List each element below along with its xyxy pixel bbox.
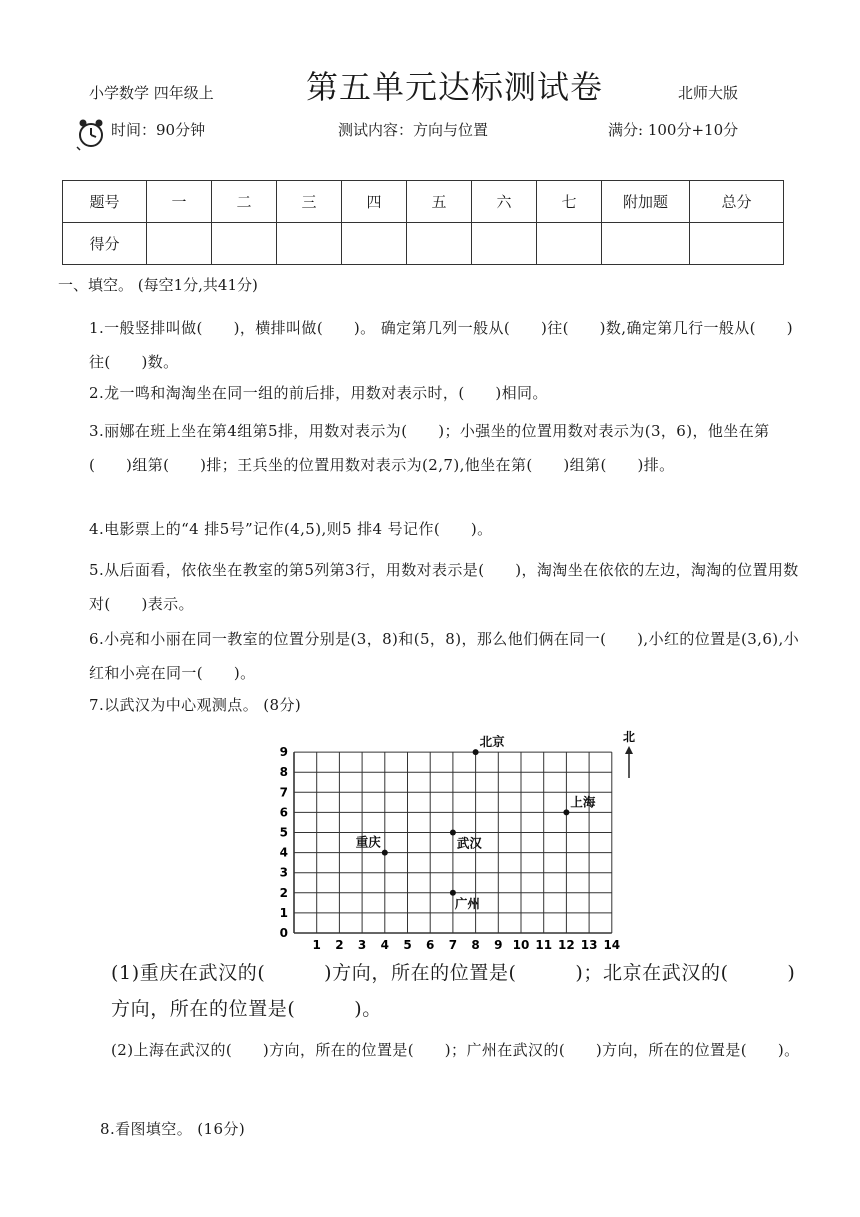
score-cell[interactable] [277,223,342,265]
y-tick-label: 8 [279,765,288,780]
score-cell: 五 [407,181,472,223]
y-tick-label: 5 [279,825,288,840]
x-tick-label: 8 [471,938,480,952]
x-tick-label: 4 [380,938,389,952]
score-cell[interactable] [407,223,472,265]
score-table-header-row [63,181,784,223]
x-tick-label: 3 [357,938,367,952]
score-cell: 一 [147,181,212,223]
city-label: 上海 [570,794,596,810]
question-7-1: (1)重庆在武汉的( )方向，所在的位置是( )；北京在武汉的( )方向，所在的位置是( )。 [111,962,796,1020]
edition-label: 北师大版 [678,84,739,102]
score-cell: 总分 [690,181,784,223]
question-2: 2.龙一鸣和淘淘坐在同一组的前后排，用数对表示时，( )相同。 [89,384,548,402]
question-6: 6.小亮和小丽在同一教室的位置分别是(3，8)和(5，8)，那么他们俩在同一( ),小红的位置是(3,6),小红和小亮在同一( )。 [89,630,800,682]
x-tick-label: 6 [426,938,435,952]
y-tick-label: 4 [279,845,288,860]
city-point [450,830,456,836]
x-tick-label: 13 [580,938,598,952]
x-tick-label: 5 [403,938,412,952]
city-point [563,809,569,815]
x-tick-label: 11 [535,938,553,952]
score-cell: 附加题 [602,181,690,223]
x-tick-label: 1 [312,938,321,952]
score-cell: 题号 [63,181,147,223]
city-label: 广州 [454,895,480,911]
score-cell[interactable] [212,223,277,265]
score-cell[interactable] [602,223,690,265]
y-tick-label: 9 [279,745,288,760]
score-cell[interactable] [342,223,407,265]
score-cell[interactable] [690,223,784,265]
subject-label: 小学数学 四年级上 [89,84,214,102]
page-title: 第五单元达标测试卷 [306,68,604,106]
compass-label: 北 [622,730,636,744]
score-cell: 二 [212,181,277,223]
y-tick-label: 0 [279,926,288,940]
alarm-clock-icon [76,117,104,151]
y-tick-label: 2 [279,885,288,900]
score-table-score-row [63,223,784,265]
x-tick-label: 12 [558,938,575,952]
score-cell: 六 [472,181,537,223]
city-label: 重庆 [355,834,381,850]
question-7: 7.以武汉为中心观测点。 (8分) [89,696,302,714]
x-tick-label: 9 [494,938,503,952]
score-cell[interactable] [472,223,537,265]
section-heading: 一、填空。 (每空1分,共41分) [58,276,258,294]
x-tick-label: 2 [335,938,344,952]
y-tick-label: 1 [279,905,288,920]
score-cell[interactable] [147,223,212,265]
question-8: 8.看图填空。 (16分) [100,1120,246,1138]
question-7-2: (2)上海在武汉的( )方向，所在的位置是( )；广州在武汉的( )方向，所在的位置是( )。 [111,1041,800,1059]
score-cell: 四 [342,181,407,223]
score-cell: 得分 [63,223,147,265]
x-tick-label: 7 [448,938,458,952]
x-tick-label: 10 [512,938,530,952]
question-1: 1.一般竖排叫做( )，横排叫做( )。 确定第几列一般从( )往( )数,确定第几行一般从( )往( )数。 [89,319,793,371]
y-tick-label: 7 [279,785,288,800]
y-tick-label: 6 [279,805,288,820]
coordinate-grid-chart [270,728,650,954]
question-3: 3.丽娜在班上坐在第4组第5排，用数对表示为( )；小强坐的位置用数对表示为(3，6)，他坐在第( )组第( )排；王兵坐的位置用数对表示为(2,7),他坐在第( )组第( )排。 [89,422,770,474]
score-cell: 三 [277,181,342,223]
city-label: 北京 [479,734,505,750]
full-score-label: 满分: 100分+10分 [608,121,739,139]
north-arrow-head-icon [625,746,633,754]
time-label: 时间：90分钟 [111,121,206,139]
content-label: 测试内容：方向与位置 [338,121,489,139]
score-cell: 七 [537,181,602,223]
score-table [62,180,784,265]
city-label: 武汉 [456,835,482,851]
city-point [473,749,479,755]
question-4: 4.电影票上的“4 排5号”记作(4,5),则5 排4 号记作( )。 [89,520,493,538]
score-cell[interactable] [537,223,602,265]
question-5: 5.从后面看，依依坐在教室的第5列第3行，用数对表示是( )，淘淘坐在依依的左边，淘淘的位置用数对( )表示。 [89,561,799,613]
x-tick-label: 14 [603,938,621,952]
city-point [382,850,388,856]
y-tick-label: 3 [279,865,288,880]
